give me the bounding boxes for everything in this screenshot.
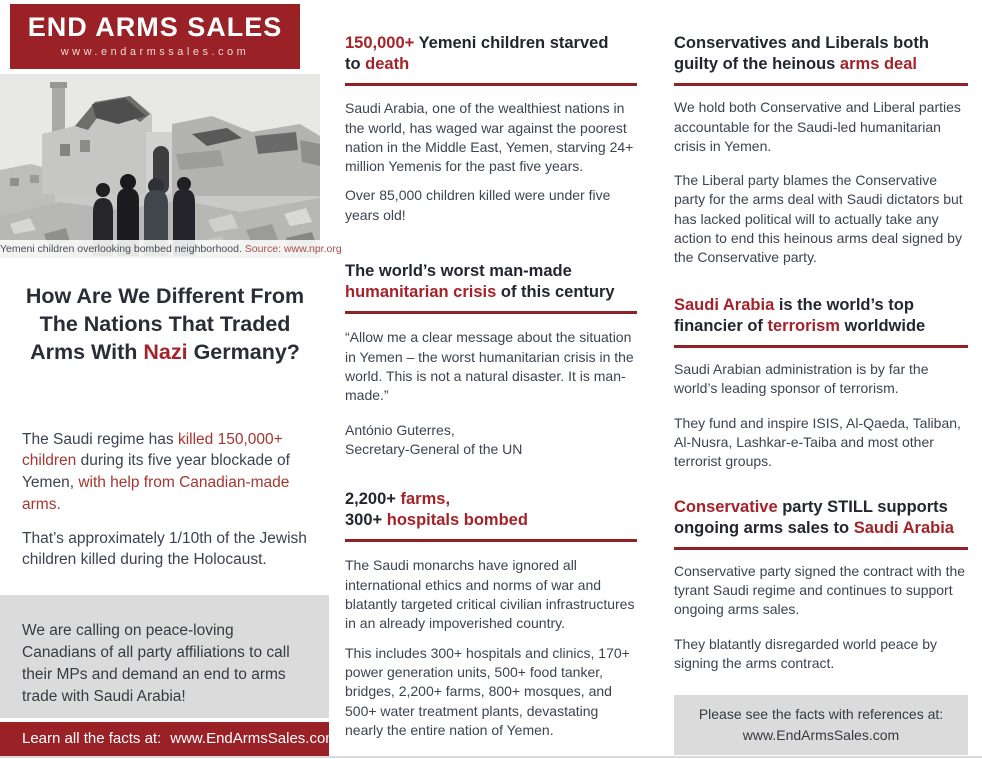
heading-segment-red: hospitals bombed xyxy=(386,511,528,530)
heading-segment: The world’s worst man-made xyxy=(345,262,572,281)
section-heading-crisis xyxy=(345,261,637,303)
supports-paragraph-1: Conservative party signed the contract with the tyrant Saudi regime and continues to support ongoing arms sales. xyxy=(674,562,966,618)
facts-box-text: Please see the facts with references at: xyxy=(698,706,944,723)
masthead-url-link[interactable]: www.endarmssales.com xyxy=(60,45,250,58)
heading-rule xyxy=(345,311,637,314)
caption-source-link[interactable]: Source: www.npr.org xyxy=(244,243,342,255)
heading-segment-red: arms deal xyxy=(839,55,917,74)
section-heading-still-supports xyxy=(674,497,968,539)
right-column xyxy=(674,33,968,755)
heading-rule xyxy=(674,547,968,550)
guilty-paragraph-1: We hold both Conservative and Liberal parties accountable for the Saudi-led humanitarian crisis in Yemen. xyxy=(674,99,961,154)
heading-segment: party STILL supports xyxy=(777,497,948,516)
heading-segment-red: terrorism xyxy=(767,316,840,335)
left-paragraph-2: That’s approximately 1/10th of the Jewish children killed during the Holocaust. xyxy=(22,529,307,569)
heading-segment: guilty of the heinous xyxy=(674,55,840,74)
headline-line: How Are We Different From xyxy=(25,284,305,308)
heading-segment-red: farms, xyxy=(400,490,451,509)
section-heading-starved xyxy=(345,33,637,75)
headline-line: The Nations That Traded xyxy=(39,311,291,336)
text-segment: The Saudi regime has xyxy=(22,430,178,448)
footer-bar xyxy=(0,722,338,756)
heading-segment-red: humanitarian crisis xyxy=(345,283,497,302)
heading-rule xyxy=(674,345,968,348)
bombed-paragraph-2: This includes 300+ hospitals and clinics, 170+ power generation units, 500+ food tanker, bridges, 2,200+ farms, 800+ mosques, and 500+ water treatment plants, devastating nearly the entire nation of Yemen. xyxy=(345,644,630,738)
guilty-paragraph-2: The Liberal party blames the Conservative party for the arms deal with Saudi dictators but has lacked political will to actually take any action to end this heinous arms deal signed by the Conservative party. xyxy=(674,172,963,266)
hero-photo xyxy=(0,74,342,258)
section-heading-bombed xyxy=(345,489,637,531)
heading-segment: is the world’s top xyxy=(774,295,914,314)
starved-paragraph-1: Saudi Arabia, one of the wealthiest nations in the world, has waged war against the poorest nation in the Middle East, Yemen, starving 24+ million Yemenis for the past five years. xyxy=(345,100,634,175)
headline-line: Arms With xyxy=(30,339,144,364)
text-segment-red: killed 150,000+ children xyxy=(22,430,283,470)
masthead xyxy=(10,4,300,69)
left-paragraph-1 xyxy=(22,429,314,516)
heading-segment-red: Conservative xyxy=(674,497,778,516)
call-to-action-box: We are calling on peace-loving Canadians of all party affiliations to call their MPs and demand an end to arms trade with Saudi Arabia! xyxy=(0,595,329,718)
text-segment-red: with help from Canadian-made arms. xyxy=(22,473,290,513)
bombed-paragraph-1: The Saudi monarchs have ignored all international ethics and norms of war and blatantly targeted critical civilian infrastructures in an already impoverished country. xyxy=(345,557,635,632)
heading-rule xyxy=(345,539,637,542)
heading-segment-red: death xyxy=(365,55,410,74)
facts-reference-box xyxy=(674,695,968,755)
heading-segment: Yemeni children starved xyxy=(414,34,609,52)
financier-paragraph-2: They fund and inspire ISIS, Al-Qaeda, Taliban, Al-Nusra, Lashkar-e-Taiba and most other terrorist groups. xyxy=(674,414,961,470)
photo-caption xyxy=(0,240,342,258)
starved-paragraph-2: Over 85,000 children killed were under five years old! xyxy=(345,187,611,223)
financier-paragraph-1: Saudi Arabian administration is by far the world’s leading sponsor of terrorism. xyxy=(674,360,929,397)
supports-paragraph-2: They blatantly disregarded world peace by signing the arms contract. xyxy=(674,635,938,671)
heading-segment: financier of xyxy=(674,316,768,335)
un-quote: “Allow me a clear message about the situation in Yemen – the worst humanitarian crisis in the world. This is not a natural disaster. It is man-made.” xyxy=(345,329,634,404)
headline-accent: Nazi xyxy=(143,339,188,364)
photo-caption-text: Yemeni children overlooking bombed neighborhood. xyxy=(0,243,242,255)
heading-segment: to xyxy=(345,55,366,74)
attribution-name: António Guterres, xyxy=(345,421,455,438)
masthead-title: END ARMS SALES xyxy=(27,12,283,42)
heading-segment: ongoing arms sales to xyxy=(674,518,854,537)
quote-attribution xyxy=(345,421,637,460)
heading-segment-red: Saudi Arabia xyxy=(853,518,954,537)
middle-column xyxy=(345,33,637,740)
headline-line: Germany? xyxy=(187,339,300,364)
heading-segment: Conservatives and Liberals both xyxy=(674,34,929,52)
page-bottom-edge xyxy=(0,756,982,758)
heading-segment: 300+ xyxy=(345,511,387,530)
section-heading-guilty xyxy=(674,33,968,75)
heading-segment: 2,200+ xyxy=(345,490,401,509)
bombed-neighborhood-illustration xyxy=(0,74,320,258)
left-headline xyxy=(8,283,322,367)
heading-segment-red: Saudi Arabia xyxy=(674,295,775,314)
facts-box-url-link[interactable]: www.EndArmsSales.com xyxy=(742,726,900,743)
footer-label: Learn all the facts at: xyxy=(22,730,162,747)
attribution-title: Secretary-General of the UN xyxy=(345,440,523,457)
heading-segment-red: 150,000+ xyxy=(345,34,415,52)
section-heading-financier xyxy=(674,295,968,337)
left-column xyxy=(0,0,342,759)
text-segment: during its five year blockade of Yemen, xyxy=(22,452,290,491)
footer-url-link[interactable]: www.EndArmsSales.com xyxy=(170,730,338,747)
heading-segment: worldwide xyxy=(839,316,926,335)
heading-segment: of this century xyxy=(496,283,615,302)
heading-rule xyxy=(345,83,637,86)
heading-rule xyxy=(674,83,968,86)
